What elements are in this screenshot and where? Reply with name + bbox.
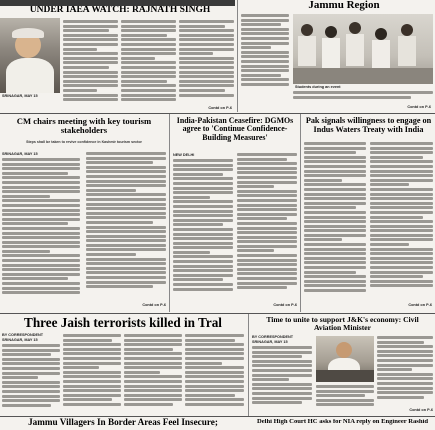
civil-aviation-headline[interactable]: Time to unite to support J&K's economy: Civil Aviation Minister (266, 316, 419, 332)
civil-aviation-continued[interactable]: Contd on P-6 (409, 408, 433, 412)
jammu-region-headline[interactable]: Jammu Region (308, 0, 380, 11)
ceasefire-continued[interactable]: Contd on P-6 (273, 303, 297, 307)
civil-aviation-story (250, 315, 435, 415)
indus-continued[interactable]: Contd on P-6 (408, 303, 432, 307)
border-villagers-headline[interactable]: Jammu Villagers In Border Areas Feel Insecure; (28, 418, 218, 427)
jaish-col-4 (185, 334, 244, 414)
ceasefire-headline[interactable]: India-Pakistan Ceasefire: DGMOs agree to 'Continue Confidence-Building Measures' (176, 117, 294, 142)
top-column-divider (237, 0, 238, 112)
indus-headline[interactable]: Pak signals willingness to engage on Indus Waters Treaty with India (305, 117, 432, 134)
cm-continued[interactable]: Contd on P-6 (142, 303, 166, 307)
ceasefire-dateline: NEW DELHI (173, 153, 195, 157)
jaish-headline[interactable]: Three Jaish terrorists killed in Tral (24, 316, 222, 330)
indus-col-1 (304, 142, 366, 304)
bottom-section-rule (0, 416, 435, 417)
cm-dateline: SRINAGAR, MAY 15 (2, 152, 38, 156)
rajnath-continued[interactable]: Contd on P-6 (208, 106, 232, 110)
mid-section-rule (0, 313, 435, 314)
jaish-dateline: SRINAGAR, MAY 15 (2, 338, 38, 342)
ceasefire-col-2 (237, 153, 297, 303)
civil-aviation-dateline: SRINAGAR, MAY 15 (252, 340, 288, 344)
indus-col-2 (370, 142, 433, 302)
cm-headline[interactable]: CM chairs meeting with key tourism stakeholders (16, 117, 152, 136)
jammu-left-col (241, 14, 289, 94)
jaish-col-1 (2, 344, 60, 414)
rajnath-photo (0, 18, 60, 93)
jaish-col-3 (124, 334, 182, 414)
students-photo (293, 14, 433, 84)
rajnath-col-2 (121, 20, 176, 110)
lower-divider (248, 314, 249, 416)
cm-col-1 (2, 158, 80, 308)
civil-aviation-col-1 (252, 346, 312, 412)
ceasefire-story (171, 115, 299, 312)
rajnath-col-1 (63, 20, 118, 110)
jaish-col-2 (63, 334, 121, 414)
rajnath-col-3 (179, 20, 234, 108)
jammu-bottom-lines (293, 91, 433, 105)
top-left-story (0, 0, 235, 112)
civil-aviation-byline: BY CORRESPONDENT (252, 335, 294, 339)
jammu-continued[interactable]: Contd on P-6 (407, 105, 431, 109)
cm-col-2 (86, 152, 166, 302)
students-photo-caption: Students during an event (295, 85, 341, 89)
mid-divider-2 (300, 114, 301, 312)
top-section-rule (0, 113, 435, 114)
minister-photo (316, 336, 374, 382)
jaish-story (0, 315, 246, 415)
mid-divider-1 (169, 114, 170, 312)
jaish-byline: BY CORRESPONDENT (2, 333, 44, 337)
top-right-story (239, 0, 435, 112)
civil-aviation-photo-lines (316, 385, 374, 413)
cm-story (0, 115, 168, 312)
ceasefire-col-1 (173, 159, 233, 307)
cm-subhead: Steps shall be taken to revive confidence in Kashmir tourism sector (26, 140, 142, 144)
civil-aviation-col-3 (377, 336, 433, 408)
rajnath-headline[interactable]: UNDER IAEA WATCH: RAJNATH SINGH (29, 6, 211, 15)
nia-reply-headline[interactable]: Delhi High Court HC asks for NIA reply on Engineer Rashid (256, 419, 429, 425)
rajnath-dateline: SRINAGAR, MAY 15 (2, 94, 38, 98)
indus-story (302, 115, 435, 312)
